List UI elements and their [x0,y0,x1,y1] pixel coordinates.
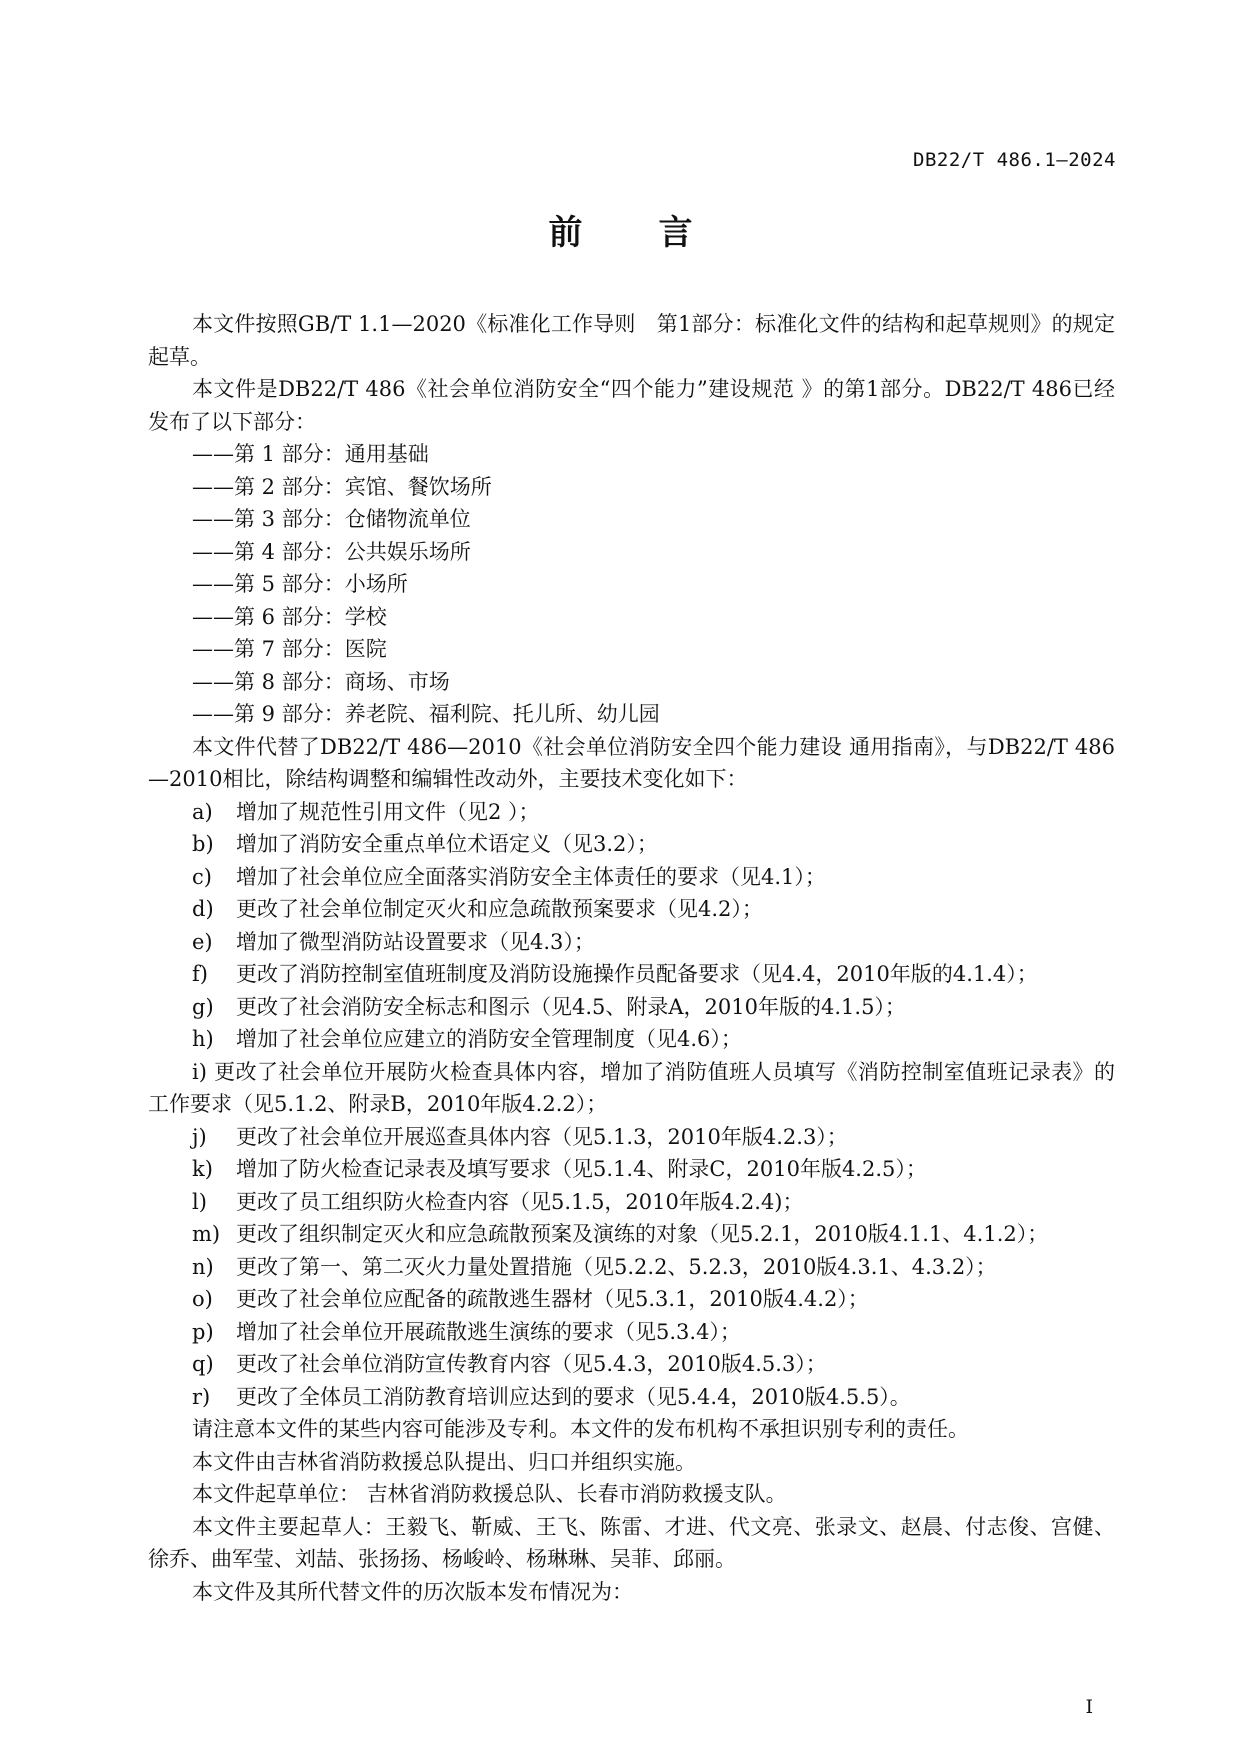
list-item-label: j) [192,1124,207,1149]
list-item: ——第 4 部分：公共娱乐场所 [192,539,471,564]
list-item: ——第 9 部分：养老院、福利院、托儿所、幼儿园 [192,702,660,726]
list-item-label: e) [192,929,213,954]
list-item [148,796,1115,829]
list-item-label: h) [192,1027,214,1051]
list-item-label: p) [192,1319,214,1344]
paragraph-drafting-units: 本文件起草单位： 吉林省消防救援总队、长春市消防救援支队。 [192,1482,787,1506]
list-item-text: 更改了消防控制室值班制度及消防设施操作员配备要求（见4.4，2010年版的4.1.4）； [236,962,1038,986]
list-item [148,1316,1115,1349]
list-item-label: q) [192,1352,214,1376]
list-item [148,991,1115,1024]
list-item-label: f) [192,962,208,986]
list-item-text: 更改了社会消防安全标志和图示（见4.5、附录A，2010年版的4.1.5）； [236,994,906,1019]
document-code: DB22/T 486.1—2024 [913,149,1116,171]
list-item-label: d) [192,897,214,921]
list-item: ——第 8 部分：商场、市场 [192,669,450,694]
list-item: ——第 6 部分：学校 [192,604,387,629]
list-item-text: 增加了社会单位开展疏散逃生演练的要求（见5.3.4）； [236,1319,741,1344]
list-item-text: 增加了社会单位应全面落实消防安全主体责任的要求（见4.1）； [236,864,826,889]
list-item-label: c) [192,864,212,889]
list-item-text: 更改了社会单位消防宣传教育内容（见5.4.3，2010版4.5.3）； [236,1352,827,1376]
title-char-1: 前 [548,213,583,253]
changes-list [148,796,1115,1414]
list-item-text: 更改了组织制定灭火和应急疏散预案及演练的对象（见5.2.1，2010版4.1.1、4.1.2）； [236,1222,1049,1246]
list-item-label: l) [192,1189,207,1214]
list-item-label: k) [192,1157,213,1181]
title-char-2: 言 [658,213,693,253]
list-item [148,893,1115,926]
list-item [148,1381,1115,1414]
paragraph-drafting-rules: 本文件按照GB/T 1.1—2020《标准化工作导则 第1部分：标准化文件的结构和起草规则》的规定起草。 [148,312,1115,369]
list-item [148,1251,1115,1284]
parts-list [148,438,1115,731]
list-item-label: o) [192,1287,213,1311]
list-item [148,1023,1115,1056]
list-item [148,1283,1115,1316]
list-item [148,828,1115,861]
list-item-text: 更改了全体员工消防教育培训应达到的要求（见5.4.4，2010版4.5.5）。 [236,1384,911,1409]
list-item-label: b) [192,832,214,856]
paragraph-parts-intro: 本文件是DB22/T 486《社会单位消防安全“四个能力”建设规范 》的第1部分。DB22/T 486已经发布了以下部分： [148,377,1115,434]
list-item [148,1056,1115,1121]
list-item-label: i) [192,1059,207,1084]
list-item-label: g) [192,994,214,1019]
list-item: ——第 1 部分：通用基础 [192,442,429,466]
list-item-text: 更改了员工组织防火检查内容（见5.1.5，2010年版4.2.4)； [236,1189,804,1214]
list-item [148,1186,1115,1219]
list-item-text: 增加了规范性引用文件（见2 ）； [236,799,540,824]
paragraph-patent-notice: 请注意本文件的某些内容可能涉及专利。本文件的发布机构不承担识别专利的责任。 [192,1417,969,1441]
paragraph-drafters: 本文件主要起草人：王毅飞、靳威、王飞、陈雷、才进、代文亮、张录文、赵晨、付志俊、宫健、徐乔、曲军莹、刘喆、张扬扬、杨峻岭、杨琳琳、吴菲、邱丽。 [148,1514,1115,1571]
list-item: ——第 2 部分：宾馆、餐饮场所 [192,474,492,499]
preface-body [148,308,1115,1608]
list-item: ——第 5 部分：小场所 [192,572,408,596]
list-item-label: r) [192,1384,211,1409]
list-item-text: 更改了社会单位制定灭火和应急疏散预案要求（见4.2）； [236,897,763,921]
list-item [148,861,1115,894]
list-item-label: m) [192,1222,221,1246]
list-item [148,1121,1115,1154]
list-item [148,1153,1115,1186]
page-number: I [1085,1696,1093,1718]
list-item-text: 更改了社会单位开展防火检查具体内容，增加了消防值班人员填写《消防控制室值班记录表》的工作要求（见5.1.2、附录B，2010年版4.2.2）； [148,1059,1115,1116]
list-item [148,1348,1115,1381]
list-item-text: 更改了社会单位应配备的疏散逃生器材（见5.3.1，2010版4.4.2）； [236,1287,869,1311]
list-item-text: 增加了消防安全重点单位术语定义（见3.2）； [236,832,658,856]
page-title [0,205,1241,254]
paragraph-proposer: 本文件由吉林省消防救援总队提出、归口并组织实施。 [192,1449,696,1474]
list-item-text: 增加了社会单位应建立的消防安全管理制度（见4.6）； [236,1027,742,1051]
list-item [148,1218,1115,1251]
list-item-label: a) [192,799,213,824]
list-item [148,926,1115,959]
list-item-label: n) [192,1254,214,1279]
list-item: ——第 7 部分：医院 [192,637,387,661]
list-item-text: 更改了社会单位开展巡查具体内容（见5.1.3，2010年版4.2.3）； [236,1124,848,1149]
list-item-text: 增加了微型消防站设置要求（见4.3）； [236,929,595,954]
list-item-text: 更改了第一、第二灭火力量处置措施（见5.2.2、5.2.3，2010版4.3.1、4.3.2）； [236,1254,997,1279]
paragraph-version-history: 本文件及其所代替文件的历次版本发布情况为： [192,1579,633,1604]
paragraph-replacement: 本文件代替了DB22/T 486—2010《社会单位消防安全四个能力建设 通用指南》，与DB22/T 486—2010相比，除结构调整和编辑性改动外，主要技术变化如下： [148,734,1115,791]
list-item [148,958,1115,991]
list-item-text: 增加了防火检查记录表及填写要求（见5.1.4、附录C，2010年版4.2.5）； [236,1157,927,1181]
list-item: ——第 3 部分：仓储物流单位 [192,507,471,531]
